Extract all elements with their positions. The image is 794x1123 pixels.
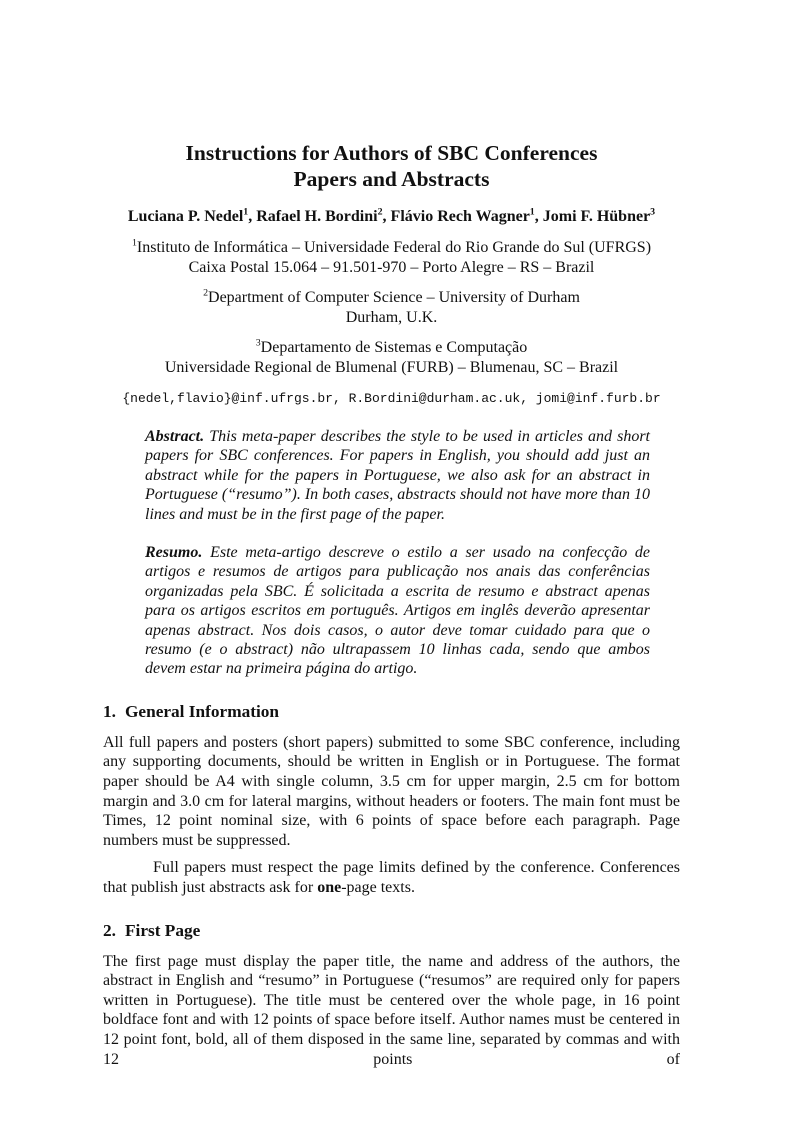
section-2-heading — [103, 920, 680, 941]
affiliation-line: Departamento de Sistemas e Computação — [260, 339, 528, 356]
author-name: Rafael H. Bordini — [256, 208, 378, 225]
section-2-paragraph-1: The first page must display the paper title, the name and address of the authors, the abstract in English and “resumo” in Portuguese (“resumos” are required only for papers written in Portuguese). The title must be centered over the whole page, in 16 point boldface font and with 12 points of space before itself. Author names must be centered in 12 point font, bold, all of them disposed in the same line, separated by commas and with 12 points of — [103, 952, 680, 1068]
authors-line — [103, 207, 680, 227]
paper-title — [103, 140, 680, 192]
abstract-paragraph — [103, 427, 680, 524]
affiliation-1 — [103, 238, 680, 277]
section-1-paragraph-1: All full papers and posters (short papers) submitted to some SBC conference, including any supporting documents, should be written in English or in Portuguese. The format paper should be A4 with single column, 3.5 cm for upper margin, 2.5 cm for bottom margin and 3.0 cm for lateral margins, without headers or footers. The main font must be Times, 12 point nominal size, with 6 points of space before each paragraph. Page numbers must be suppressed. — [103, 733, 680, 849]
author-name: Flávio Rech Wagner — [390, 208, 530, 225]
section-2-title: First Page — [124, 920, 201, 940]
bold-word: one — [317, 879, 342, 897]
section-1-heading — [103, 701, 680, 722]
author-name: Jomi F. Hübner — [542, 208, 651, 225]
paragraph-text: Full papers must respect the page limits defined by the conference. Conferences that publish just abstracts ask for — [103, 859, 680, 897]
section-1-title: General Information — [124, 701, 280, 721]
paragraph-text: -page texts. — [341, 879, 415, 897]
author-name: Luciana P. Nedel — [127, 208, 244, 225]
affiliation-marker: 1 — [131, 237, 137, 249]
affiliation-line: Department of Computer Science – University of Durham — [208, 289, 580, 306]
section-1-paragraph-2 — [103, 858, 680, 897]
paper-title-line1: Instructions for Authors of SBC Conferences — [185, 141, 598, 165]
affiliation-marker: 3 — [255, 337, 261, 349]
resumo-paragraph — [103, 543, 680, 679]
author-separator: , — [534, 208, 543, 225]
affiliation-3 — [103, 338, 680, 377]
author-separator: , — [248, 208, 257, 225]
abstract-label: Abstract. — [145, 428, 205, 445]
affiliation-line: Caixa Postal 15.064 – 91.501-970 – Porto Alegre – RS – Brazil — [188, 258, 595, 276]
affiliation-marker: 2 — [203, 287, 209, 299]
author-emails: {nedel,flavio}@inf.ufrgs.br, R.Bordini@durham.ac.uk, jomi@inf.furb.br — [122, 391, 661, 406]
author-affiliation-ref: 1 — [529, 206, 535, 218]
resumo-text: Este meta-artigo descreve o estilo a ser usado na confecção de artigos e resumos de artigos para publicação nos anais das conferências organizadas pela SBC. É solicitada a escrita de resumo e abstract apenas para os artigos escritos em português. Artigos em inglês deverão apresentar apenas abstract. Nos dois casos, o autor deve tomar cuidado para que o resumo (e o abstract) não ultrapassem 10 linhas cada, sendo que ambos devem estar na primeira página do artigo. — [145, 544, 651, 678]
author-separator: , — [382, 208, 391, 225]
affiliation-line: Instituto de Informática – Universidade Federal do Rio Grande do Sul (UFRGS) — [136, 239, 652, 256]
author-affiliation-ref: 3 — [650, 206, 656, 218]
section-1-number: 1. — [103, 701, 116, 721]
affiliation-line: Universidade Regional de Blumenal (FURB) – Blumenau, SC – Brazil — [164, 358, 619, 376]
abstract-text: This meta-paper describes the style to be used in articles and short papers for SBC conferences. For papers in English, you should add just an abstract while for the papers in Portuguese, we also ask for an abstract in Portuguese (“resumo”). In both cases, abstracts should not have more than 10 lines and must be in the first page of the paper. — [145, 428, 650, 523]
section-2-number: 2. — [103, 920, 116, 940]
author-affiliation-ref: 2 — [377, 206, 383, 218]
affiliation-2 — [103, 288, 680, 327]
paper-title-line2: Papers and Abstracts — [293, 167, 490, 191]
resumo-label: Resumo. — [145, 544, 203, 562]
author-affiliation-ref: 1 — [243, 206, 249, 218]
affiliation-line: Durham, U.K. — [345, 308, 438, 326]
